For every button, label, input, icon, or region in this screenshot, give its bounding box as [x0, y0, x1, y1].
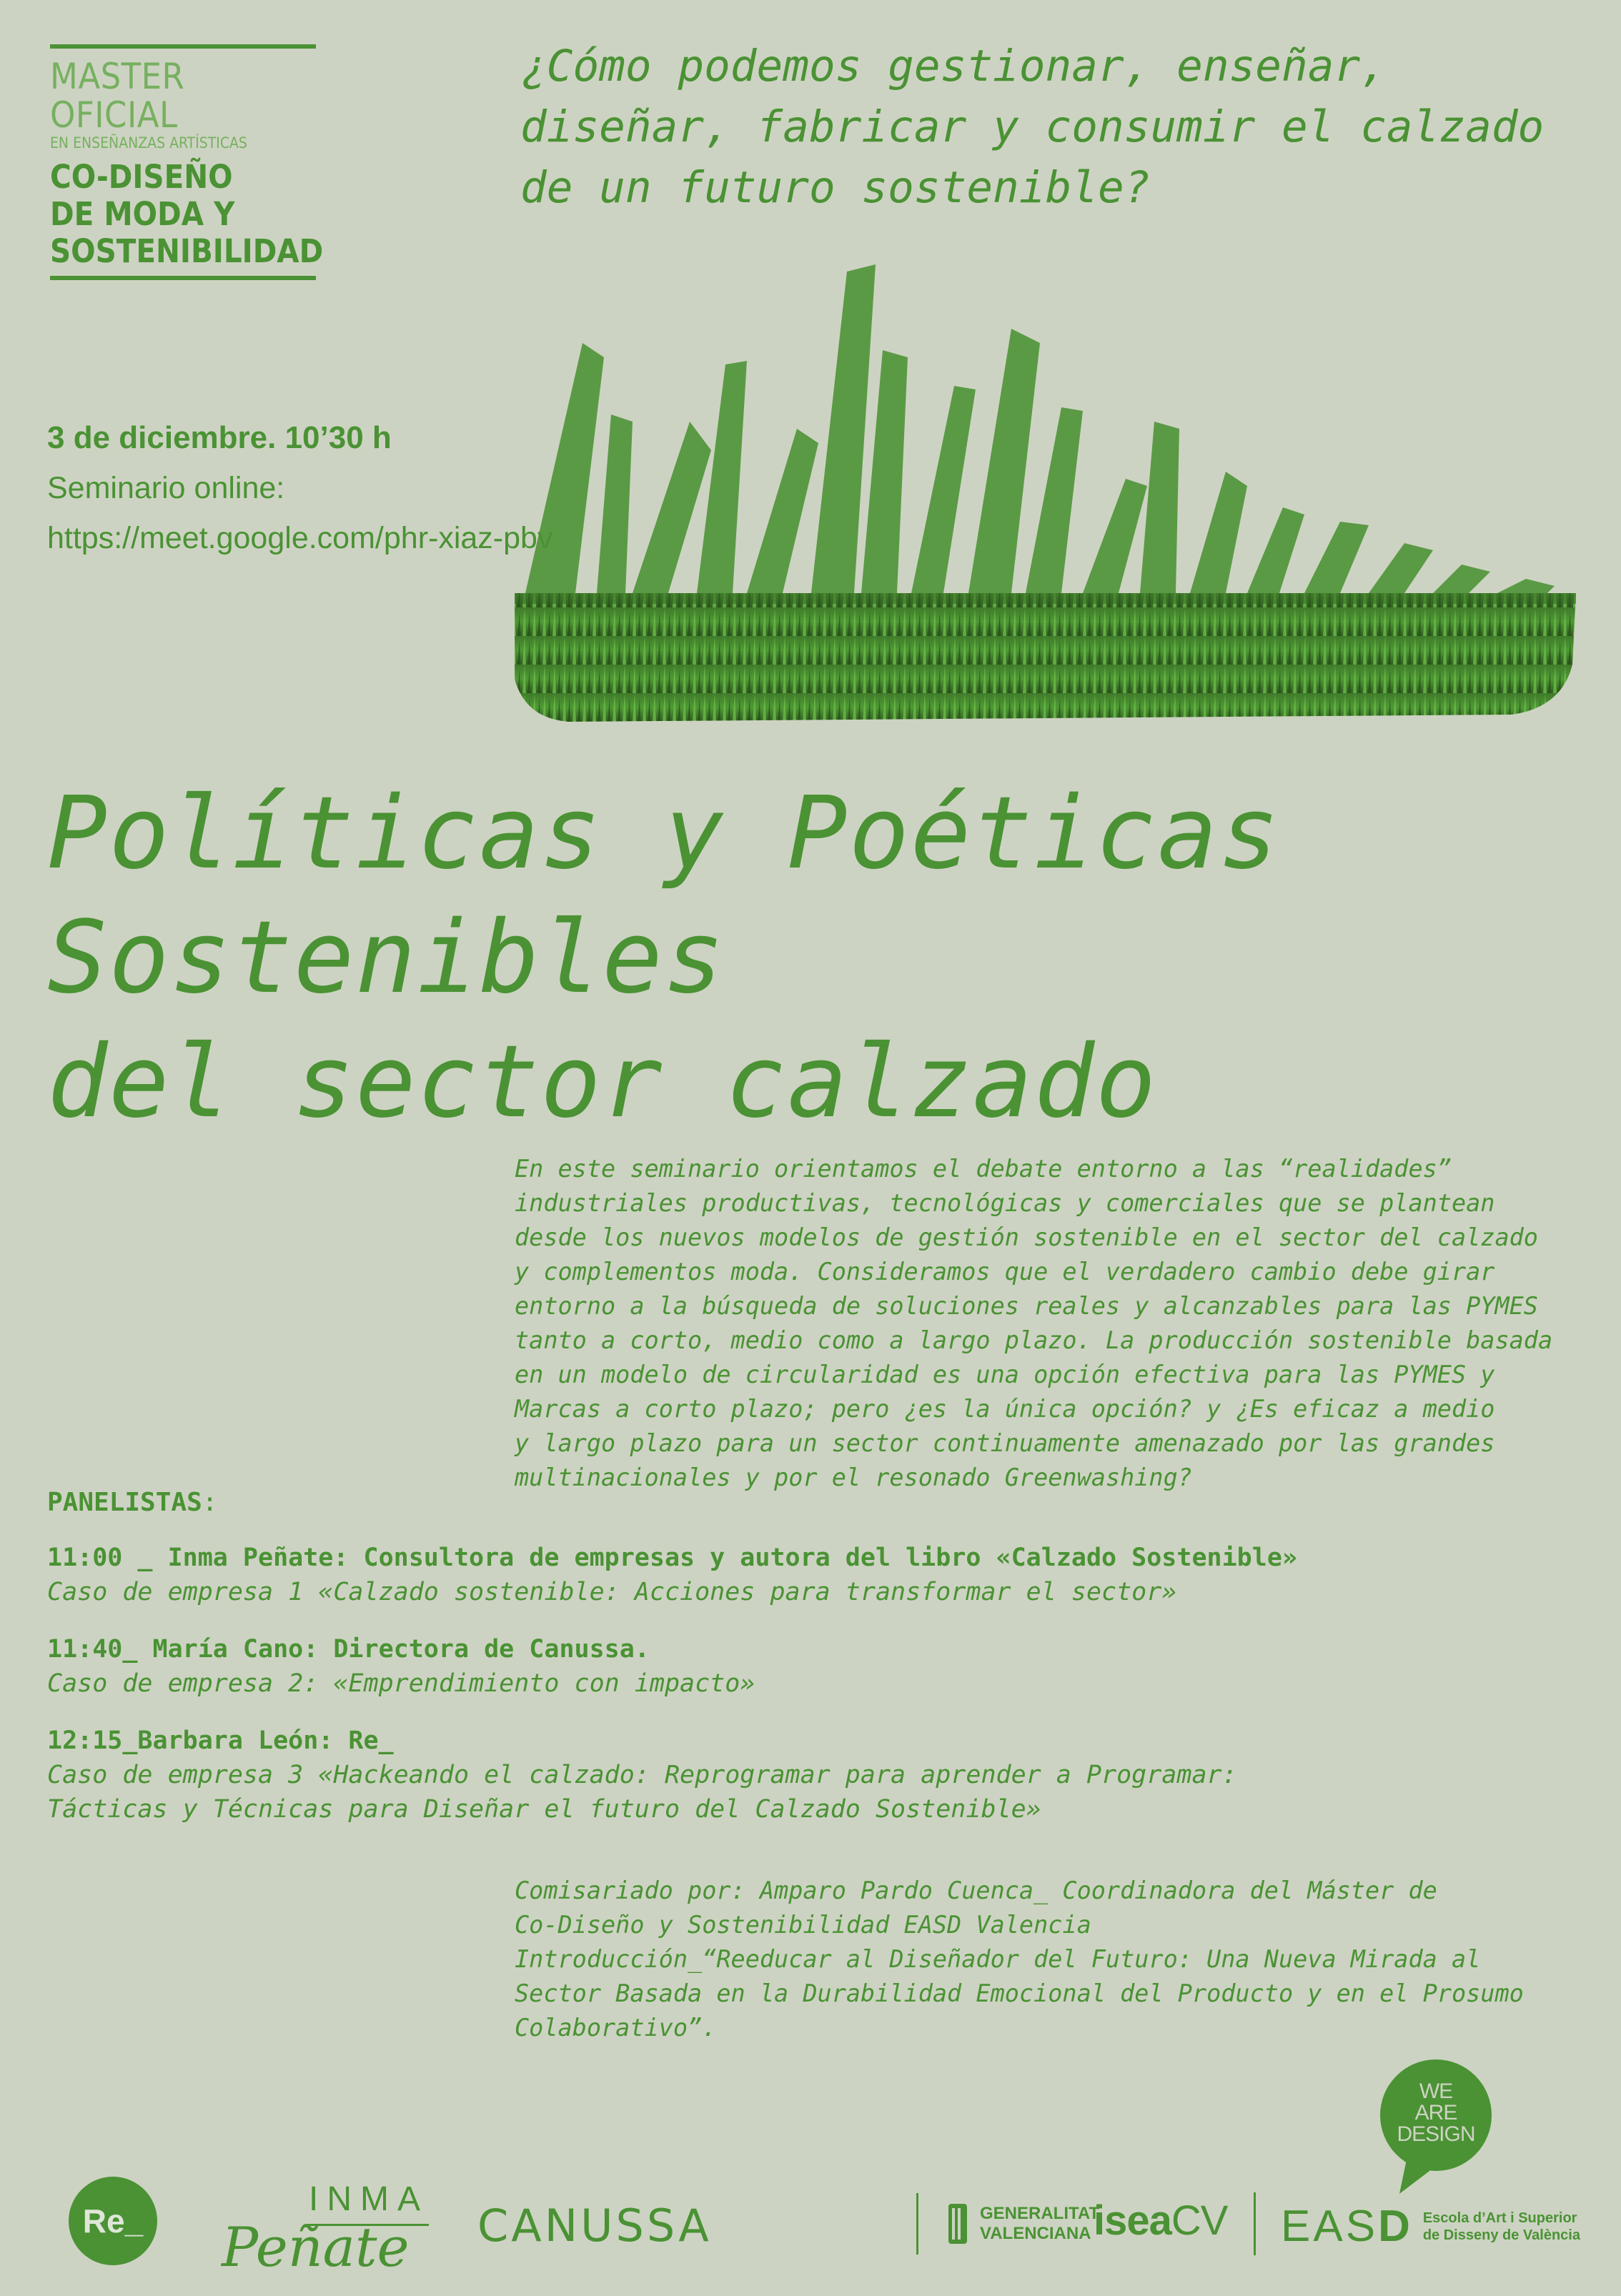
isea-text: isea: [1094, 2197, 1171, 2244]
easd-letters-light: EAS: [1281, 2202, 1379, 2251]
panelist-case: Caso de empresa 2: «Emprendimiento con impacto»: [47, 1669, 755, 1698]
panelists-heading-label: PANELISTAS: [47, 1488, 202, 1517]
header-question: ¿Cómo podemos gestionar, enseñar, diseñar, fabricar y consumir el calzado de un futuro sostenible?: [520, 41, 1545, 213]
grass-shoe-illustration: [511, 236, 1583, 750]
event-date: 3 de diciembre. 10’30 h: [47, 420, 392, 455]
event-info: [47, 413, 552, 563]
panelist-item: [47, 1541, 1297, 1609]
generalitat-logo: [916, 2195, 1099, 2252]
panelist-name: 11:00 _ Inma Peñate: Consultora de empresas y autora del libro «Calzado Sostenible»: [47, 1544, 1297, 1572]
we-are-design-logo: [1378, 2059, 1494, 2195]
bottom-rule: [50, 276, 316, 280]
panelists-heading: [47, 1488, 217, 1517]
panelist-item: [47, 1632, 755, 1701]
panelist-case: Caso de empresa 1 «Calzado sostenible: Acciones para transformar el sector»: [47, 1578, 1177, 1606]
easd-letters: [1281, 2201, 1413, 2252]
generalitat-text: GENERALITAT VALENCIANA: [980, 2204, 1100, 2243]
logo-divider: [916, 2193, 918, 2255]
main-title: Políticas y Poéticas Sostenibles del sector calzado: [47, 775, 1281, 1140]
panelist-name: 11:40_ María Cano: Directora de Canussa.: [47, 1635, 650, 1664]
easd-logo: [1281, 2201, 1580, 2252]
inma-penate-logo: [222, 2172, 429, 2287]
inma-logo-script: Peñate: [222, 2215, 410, 2279]
master-title: MASTER OFICIAL: [50, 56, 185, 136]
master-logo: [50, 44, 324, 280]
iseacv-logo: [1094, 2197, 1227, 2245]
intro-paragraph: En este seminario orientamos el debate entorno a las “realidades” industriales productivas, tecnológicas y comerciales que se plantean desde los nuevos modelos de gestión sostenible en el sector del calzado y complementos moda. Consideramos que el verdadero cambio debe girar entorno a la búsqueda de soluciones reales y alcanzables para las PYMES tanto a corto, medio como a largo plazo. La producción sostenible basada en un modelo de circularidad es una opción efectiva para las PYMES y Marcas a corto plazo; pero ¿es la única opción? y ¿Es eficaz a medio y largo plazo para un sector continuamente amenazado por las grandes multinacionales y por el resonado Greenwashing?: [515, 1155, 1553, 1491]
easd-letter-d: D: [1378, 2202, 1413, 2251]
event-type: Seminario online:: [47, 471, 285, 505]
cv-text: CV: [1171, 2197, 1228, 2244]
easd-full-name: Escola d’Art i Superior de Disseny de València: [1422, 2210, 1580, 2243]
we-are-design-text: WE ARE DESIGN: [1397, 2079, 1475, 2146]
master-program: CO-DISEÑO DE MODA Y SOSTENIBILIDAD: [50, 158, 324, 270]
top-rule: [50, 44, 316, 49]
event-link[interactable]: https://meet.google.com/phr-xiaz-pbv: [47, 521, 553, 555]
panelist-name: 12:15_Barbara León: Re_: [47, 1726, 394, 1755]
panelist-case: Caso de empresa 3 «Hackeando el calzado: Reprogramar para aprender a Programar: Tácticas y Técnicas para Diseñar el futuro del Calzado Sostenible»: [47, 1761, 1237, 1824]
inma-logo-top: INMA: [309, 2180, 429, 2218]
gv-shield-icon: [947, 2202, 968, 2245]
panelists-colon: :: [202, 1488, 218, 1517]
re-logo: Re_: [69, 2177, 157, 2265]
canussa-logo: CANUSSA: [477, 2200, 712, 2252]
panelist-item: [47, 1724, 1237, 1827]
master-subtitle: EN ENSEÑANZAS ARTÍSTICAS: [50, 134, 247, 151]
curator-note: Comisariado por: Amparo Pardo Cuenca_ Coordinadora del Máster de Co-Diseño y Sostenibilidad EASD Valencia Introducción_“Reeducar al Diseñador del Futuro: Una Nueva Mirada al Sector Basada en la Durabilidad Emocional del Producto y en el Prosumo Colaborativo”.: [515, 1877, 1524, 2042]
logo-divider: [1254, 2192, 1256, 2255]
